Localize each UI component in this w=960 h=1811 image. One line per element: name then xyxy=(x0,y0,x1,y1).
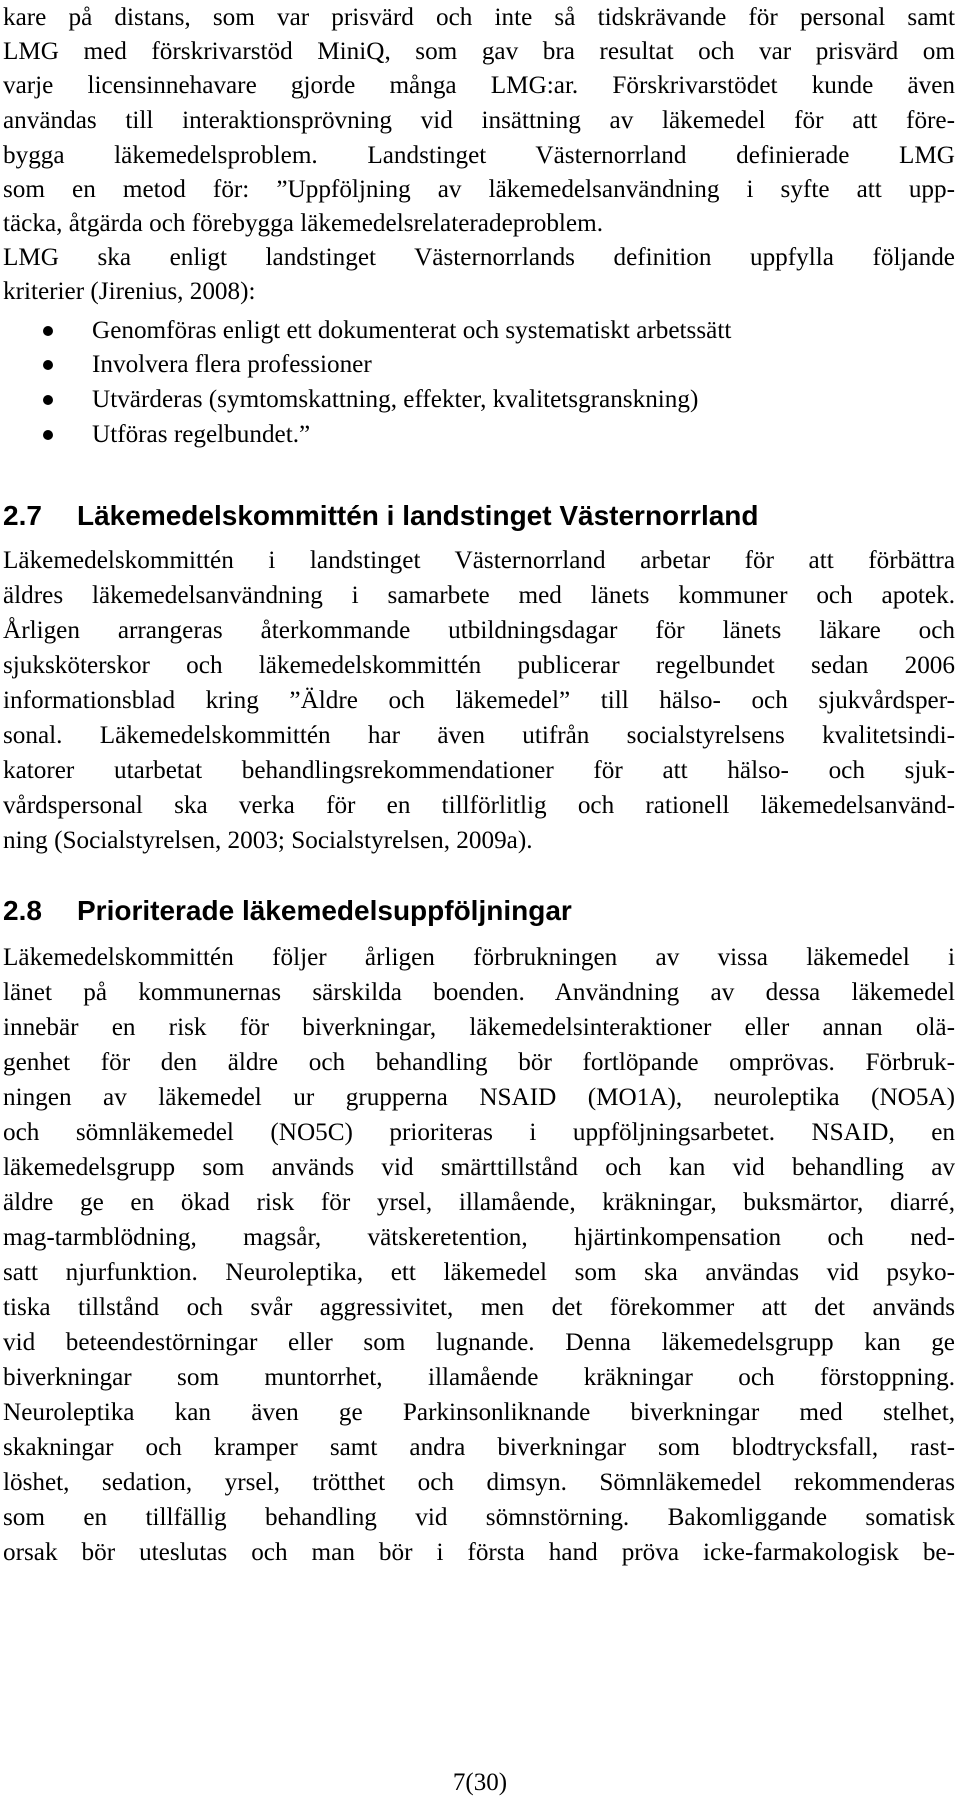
section-number: 2.8 xyxy=(3,895,42,926)
text-line: ning (Socialstyrelsen, 2003; Socialstyrelsen, 2009a). xyxy=(3,827,533,854)
text-line: ningen av läkemedel ur grupperna NSAID (MO1A), neuroleptika (NO5A) xyxy=(3,1084,955,1111)
text-line: genhet för den äldre och behandling bör fortlöpande omprövas. Förbruk- xyxy=(3,1049,955,1076)
section-number: 2.7 xyxy=(3,500,42,531)
text-line: bygga läkemedelsproblem. Landstinget Västernorrland definierade LMG xyxy=(3,142,955,169)
text-line: äldres läkemedelsanvändning i samarbete med länets kommuner och apotek. xyxy=(3,582,955,609)
text-line: katorer utarbetat behandlingsrekommendationer för att hälso- och sjuk- xyxy=(3,757,955,784)
text-line: äldre ge en ökad risk för yrsel, illamående, kräkningar, buksmärtor, diarré, xyxy=(3,1189,955,1216)
text-line: Läkemedelskommittén följer årligen förbrukningen av vissa läkemedel i xyxy=(3,944,955,971)
section-title: Läkemedelskommittén i landstinget Västernorrland xyxy=(77,500,759,531)
text-line: biverkningar som muntorrhet, illamående kräkningar och förstoppning. xyxy=(3,1364,955,1391)
text-line: som en tillfällig behandling vid sömnstörning. Bakomliggande somatisk xyxy=(3,1504,955,1531)
section-title: Prioriterade läkemedelsuppföljningar xyxy=(77,895,572,926)
text-line: LMG med förskrivarstöd MiniQ, som gav bra resultat och var prisvärd om xyxy=(3,38,955,65)
text-line: tiska tillstånd och svår aggressivitet, men det förekommer att det används xyxy=(3,1294,955,1321)
page-number: 7(30) xyxy=(452,1769,508,1796)
list-item: Utvärderas (symtomskattning, effekter, kvalitetsgranskning) xyxy=(92,386,699,413)
text-line: kare på distans, som var prisvärd och inte så tidskrävande för personal samt xyxy=(3,4,955,31)
text-line: länet på kommunernas särskilda boenden. Användning av dessa läkemedel xyxy=(3,979,955,1006)
text-line: och sömnläkemedel (NO5C) prioriteras i uppföljningsarbetet. NSAID, en xyxy=(3,1119,955,1146)
text-line: som en metod för: ”Uppföljning av läkemedelsanvändning i syfte att upp- xyxy=(3,176,955,203)
text-line: satt njurfunktion. Neuroleptika, ett läkemedel som ska användas vid psyko- xyxy=(3,1259,955,1286)
list-item: Involvera flera professioner xyxy=(92,351,372,378)
text-line: skakningar och kramper samt andra biverkningar som blodtrycksfall, rast- xyxy=(3,1434,955,1461)
text-line: vårdspersonal ska verka för en tillförlitlig och rationell läkemedelsanvänd- xyxy=(3,792,955,819)
section-heading xyxy=(3,893,572,929)
text-line: löshet, sedation, yrsel, trötthet och dimsyn. Sömnläkemedel rekommenderas xyxy=(3,1469,955,1496)
list-item: Utföras regelbundet.” xyxy=(92,421,311,448)
text-line: LMG ska enligt landstinget Västernorrlands definition uppfylla följande xyxy=(3,244,955,271)
text-line: läkemedelsgrupp som används vid smärttillstånd och kan vid behandling av xyxy=(3,1154,955,1181)
text-line: användas till interaktionsprövning vid insättning av läkemedel för att före- xyxy=(3,107,955,134)
text-line: orsak bör uteslutas och man bör i första hand pröva icke-farmakologisk be- xyxy=(3,1539,955,1566)
text-line: Läkemedelskommittén i landstinget Västernorrland arbetar för att förbättra xyxy=(3,547,955,574)
text-line: sjuksköterskor och läkemedelskommittén publicerar regelbundet sedan 2006 xyxy=(3,652,955,679)
text-line: vid beteendestörningar eller som lugnande. Denna läkemedelsgrupp kan ge xyxy=(3,1329,955,1356)
bullet-icon xyxy=(43,326,53,336)
bullet-icon xyxy=(43,395,53,405)
text-line: informationsblad kring ”Äldre och läkemedel” till hälso- och sjukvårdsper- xyxy=(3,687,955,714)
text-line: mag-tarmblödning, magsår, vätskeretention, hjärtinkompensation och ned- xyxy=(3,1224,955,1251)
text-line: varje licensinnehavare gjorde många LMG:ar. Förskrivarstödet kunde även xyxy=(3,72,955,99)
text-line: Neuroleptika kan även ge Parkinsonliknande biverkningar med stelhet, xyxy=(3,1399,955,1426)
text-line: sonal. Läkemedelskommittén har även utifrån socialstyrelsens kvalitetsindi- xyxy=(3,722,955,749)
text-line: Årligen arrangeras återkommande utbildningsdagar för länets läkare och xyxy=(3,617,955,644)
text-line: innebär en risk för biverkningar, läkemedelsinteraktioner eller annan olä- xyxy=(3,1014,955,1041)
bullet-icon xyxy=(43,430,53,440)
section-heading xyxy=(3,498,759,534)
text-line: täcka, åtgärda och förebygga läkemedelsrelateradeproblem. xyxy=(3,210,603,237)
list-item: Genomföras enligt ett dokumenterat och systematiskt arbetssätt xyxy=(92,317,732,344)
text-line: kriterier (Jirenius, 2008): xyxy=(3,278,256,305)
bullet-icon xyxy=(43,360,53,370)
